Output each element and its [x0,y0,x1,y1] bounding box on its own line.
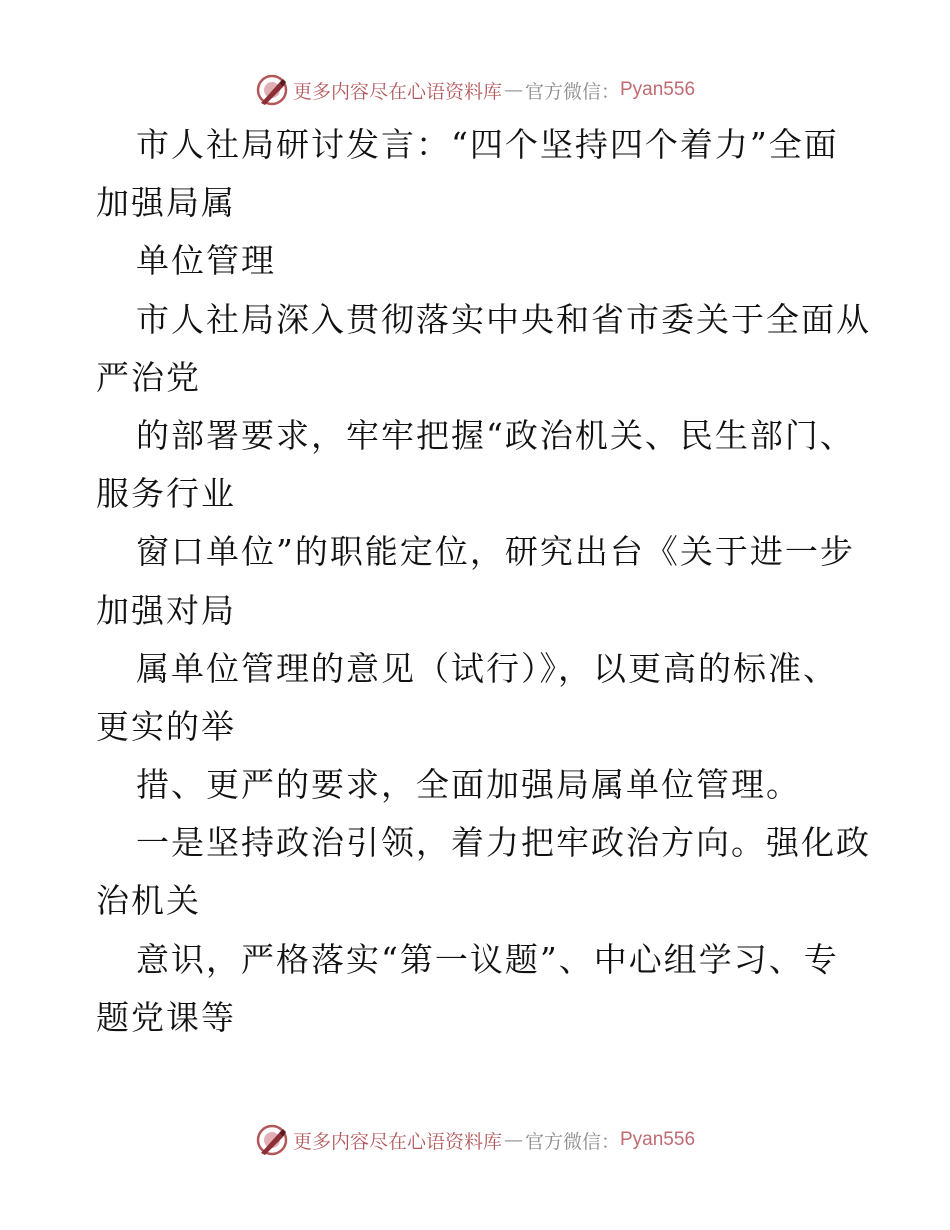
watermark-wechat-id: Pyan556 [620,79,696,100]
paragraph-line: 窗口单位”的职能定位，研究出台《关于进一步 [136,532,855,572]
paragraph-line: 措、更严的要求，全面加强局属单位管理。 [136,765,801,805]
pen-logo-icon [255,1123,289,1157]
paragraph-line: 严治党 [96,357,201,397]
paragraph-line: 市人社局深入贯彻落实中央和省市委关于全面从 [136,299,871,339]
title-line-2: 加强局属 [96,183,236,223]
paragraph-line: 题党课等 [96,997,236,1037]
watermark-text: 更多内容尽在心语资料库 [292,1130,502,1153]
paragraph-line: 更实的举 [96,706,236,746]
watermark-wechat-label: 官方微信： [524,80,620,103]
paragraph-line: 加强对局 [96,590,236,630]
watermark-separator: — [503,79,523,101]
footer-watermark [0,1120,950,1160]
watermark-wechat-label: 官方微信： [524,1130,620,1153]
pen-logo-icon [255,73,289,107]
paragraph-line: 服务行业 [96,474,236,514]
paragraph-line: 属单位管理的意见（试行）》，以更高的标准、 [136,648,838,688]
watermark-wechat-id: Pyan556 [620,1129,696,1150]
title-line-1: 市人社局研讨发言：“四个坚持四个着力”全面 [136,125,839,164]
watermark-separator: — [503,1129,523,1151]
header-watermark [0,70,950,110]
paragraph-line: 意识，严格落实“第一议题”、中心组学习、专 [136,939,839,979]
paragraph-line: 一是坚持政治引领，着力把牢政治方向。强化政 [136,823,871,863]
paragraph-line: 的部署要求，牢牢把握“政治机关、民生部门、 [136,415,855,455]
watermark-text: 更多内容尽在心语资料库 [292,80,502,103]
document-body [96,116,871,1047]
title-line-3: 单位管理 [136,241,276,281]
paragraph-line: 治机关 [96,881,201,921]
